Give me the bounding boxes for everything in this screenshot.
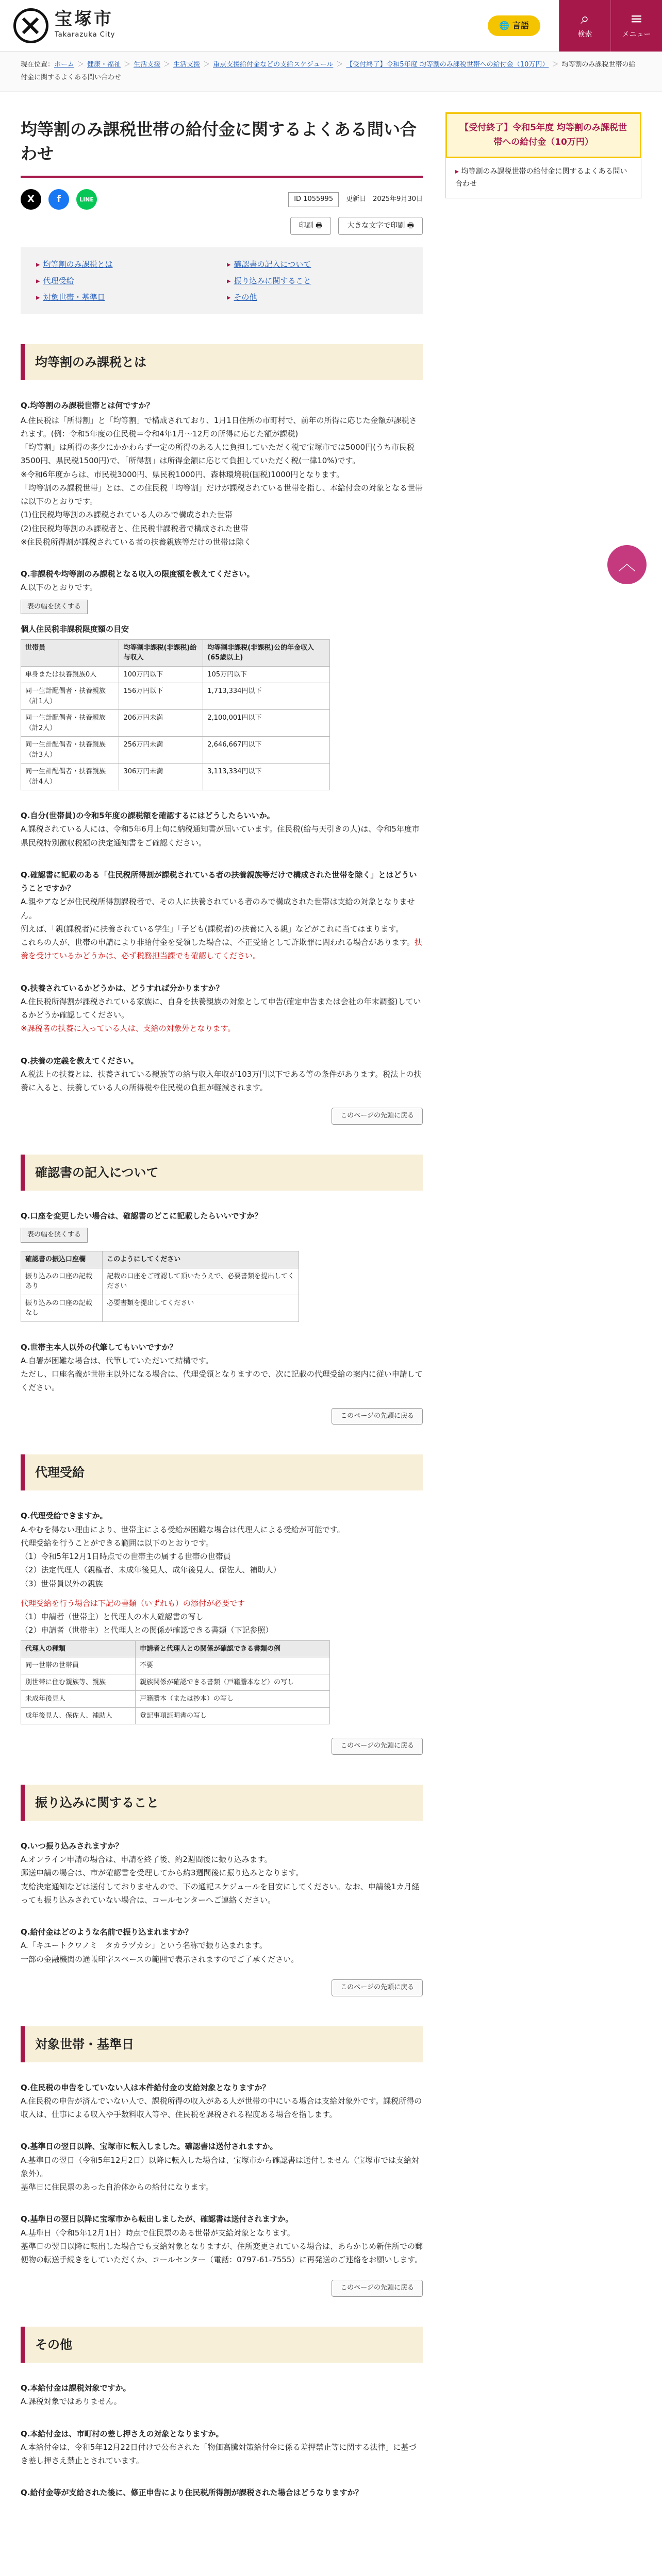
question: Q.給付金等が支給された後に、修正申告により住民税所得割が課税された場合はどうなりますか？ — [21, 2488, 363, 2498]
search-button[interactable] — [559, 0, 610, 52]
menu-button[interactable] — [610, 0, 662, 52]
search-label: 検索 — [577, 30, 592, 39]
question: Q.扶養の定義を教えてください。 — [21, 1056, 139, 1065]
large-print-button[interactable] — [338, 217, 423, 235]
section-heading: 確認書の記入について — [21, 1155, 423, 1191]
question: Q.均等割のみ課税世帯とは何ですか？ — [21, 401, 154, 411]
table-cell: 未成年後見人 — [21, 1691, 136, 1708]
sidebar-heading[interactable]: 【受付終了】令和5年度 均等割のみ課税世帯への給付金（10万円） — [445, 112, 641, 158]
large-print-label: 大きな文字で印刷 — [347, 222, 405, 230]
facebook-share-icon[interactable]: f — [48, 189, 69, 210]
answer: 基準日に住民票のあった自治体からの給付になります。 — [21, 2182, 213, 2192]
table-row — [21, 1657, 330, 1674]
question: Q.基準日の翌日以降、宝塚市に転入しました。確認書は送付されますか。 — [21, 2142, 278, 2151]
answer: 例えば、「親(課税者)に扶養されている学生」「子ども(課税者)の扶養に入る親」などがこれに当てはまります。 — [21, 924, 404, 934]
table-cell: 登記事項証明書の写し — [135, 1707, 329, 1724]
answer: A.住民税は「所得割」と「均等割」で構成されており、1月1日住所の市町村で、前年の所得に応じた金額が課税されます。(例：令和5年度の住民税＝令和4年1月〜12月の所得に応じた額が課税) — [21, 415, 417, 438]
print-button[interactable] — [290, 217, 332, 235]
table-row — [21, 1691, 330, 1708]
table-cell: 必要書類を提出してください — [103, 1295, 299, 1321]
hamburger-icon: ≡ — [630, 10, 643, 28]
breadcrumb-link[interactable]: 【受付終了】令和5年度 均等割のみ課税世帯への給付金（10万円） — [346, 61, 549, 69]
question: Q.代理受給できますか。 — [21, 1511, 108, 1521]
table-cell: 同一生計配偶者・扶養親族（計4人） — [21, 764, 119, 790]
answer: A.課税対象ではありません。 — [21, 2397, 122, 2406]
globe-icon: 🌐 — [499, 20, 509, 30]
table-width-toggle[interactable]: 表の幅を狭くする — [21, 600, 88, 615]
breadcrumb-link[interactable]: ホーム — [54, 61, 75, 69]
back-to-top-link[interactable]: このページの先頭に戻る — [332, 1738, 423, 1755]
table-cell: 同一世帯の世帯員 — [21, 1657, 136, 1674]
logo-name: 宝塚市 — [55, 9, 113, 30]
answer: 支給決定通知などは送付しておりませんので、下の通記スケジュールを目安にしてください。なお、申請後1カ月経っても振り込みされていない場合は、コールセンターへご連絡ください。 — [21, 1882, 420, 1905]
toc-link[interactable]: ▸ 代理受給 — [36, 274, 217, 287]
print-label: 印刷 — [299, 222, 313, 230]
breadcrumb: 現在位置：ホーム ＞ 健康・福祉 ＞ 生活支援 ＞ 生活支援 ＞ 重点支援給付金などの支給スケジュール ＞ 【受付終了】令和5年度 均等割のみ課税世帯への給付金（10万円） ＞ 均等割のみ課税世帯の給付金に関するよくある問い合わせ — [0, 52, 662, 92]
table-cell: 同一生計配偶者・扶養親族（計3人） — [21, 737, 119, 764]
table-header: 均等割非課税(非課税)給与収入 — [119, 639, 203, 666]
back-to-top-link[interactable]: このページの先頭に戻る — [332, 2280, 423, 2297]
question: Q.確認書に記載のある「住民税所得割が課税されている者の扶養親族等だけで構成された世帯を除く」とはどういうことですか？ — [21, 870, 417, 893]
section-heading: 対象世帯・基準日 — [21, 2026, 423, 2062]
proxy-table — [21, 1640, 330, 1725]
back-to-top-link[interactable]: このページの先頭に戻る — [332, 1408, 423, 1425]
table-cell: 306万円未満 — [119, 764, 203, 790]
table-cell: 105万円以下 — [203, 666, 330, 683]
answer: A.やむを得ない理由により、世帯主による受給が困難な場合は代理人による受給が可能です。 — [21, 1524, 345, 1534]
site-header — [0, 0, 662, 52]
table-cell: 同一生計配偶者・扶養親族（計2人） — [21, 710, 119, 737]
answer: ※住民税所得割が課税されている者の扶養親族等だけの世帯は除く — [21, 537, 252, 547]
question: Q.自分(世帯員)の令和5年度の課税額を確認するにはどうしたらいいか。 — [21, 811, 275, 821]
table-cell: 振り込みの口座の記載なし — [21, 1295, 103, 1321]
question: Q.住民税の申告をしていない人は本件給付金の支給対象となりますか？ — [21, 2082, 270, 2092]
income-limit-table — [21, 639, 330, 791]
table-cell: 戸籍謄本（または抄本）の写し — [135, 1691, 329, 1708]
table-cell: 1,713,334円以下 — [203, 683, 330, 710]
answer: A.基準日の翌日（令和5年12月2日）以降に転入した場合は、宝塚市から確認書は送付しません（宝塚市では支給対象外）。 — [21, 2155, 419, 2178]
table-cell: 記載の口座をご確認して頂いたうえで、必要書類を提出してください — [103, 1268, 299, 1295]
back-to-top-link[interactable]: このページの先頭に戻る — [332, 1979, 423, 1996]
breadcrumb-current: 均等割のみ課税世帯の給付金に関するよくある問い合わせ — [21, 61, 636, 81]
answer: ただし、口座名義が世帯主以外になる場合は、代理受領となりますので、次に記載の代理受給の案内に従い申請してください。 — [21, 1369, 423, 1393]
logo-roman: Takarazuka City — [55, 30, 115, 39]
section-heading: 均等割のみ課税とは — [21, 344, 423, 380]
answer: 「均等割のみ課税世帯」とは、この住民税「均等割」だけが課税されている世帯を指し、本給付金の対象となる世帯は以下のとおりです。 — [21, 483, 423, 506]
table-row — [21, 764, 330, 790]
breadcrumb-prefix: 現在位置： — [21, 61, 55, 69]
answer: (2)住民税均等割のみ課税者と、住民税非課税者で構成された世帯 — [21, 523, 249, 533]
question: Q.給付金はどのような名前で振り込まれますか？ — [21, 1927, 193, 1937]
answer: A.課税されている人には、令和5年6月上旬に納税通知書が届いています。住民税(給与天引きの人)は、令和5年度市県民税特別徴収税額の決定通知書をご確認ください。 — [21, 824, 420, 848]
page-id: ID 1055995 — [288, 192, 339, 207]
table-cell: 100万円以下 — [119, 666, 203, 683]
table-cell: 別世帯に住む親族等、親族 — [21, 1674, 136, 1691]
question: Q.本給付金は課税対象ですか。 — [21, 2383, 131, 2393]
table-cell: 256万円未満 — [119, 737, 203, 764]
answer: A.住民税の申告が済んでいない人で、課税所得の収入がある人が世帯の中にいる場合は支給対象外です。課税所得の収入は、仕事による収入や手数料収入等や、住民税を課税される程度ある場合を指します。 — [21, 2096, 422, 2120]
answer: 基準日の翌日以降に転出した場合でも支給対象となりますが、住所変更されている場合は、あらかじめ新住所での郵便物の転送手続きをしていただくか、コールセンター（電話：0797-61-7555）に再発送のご連絡をお願いします。 — [21, 2241, 423, 2265]
updated-date: 更新日 2025年9月30日 — [346, 195, 423, 203]
table-header: 均等割非課税(非課税)公的年金収入(65歳以上) — [203, 639, 330, 666]
section-heading: その他 — [21, 2327, 423, 2363]
question: Q.世帯主本人以外の代筆してもいいですか？ — [21, 1342, 177, 1352]
answer: A.自署が困難な場合は、代筆していただいて結構です。 — [21, 1355, 213, 1365]
table-row — [21, 737, 330, 764]
toc-link[interactable]: ▸ 振り込みに関すること — [227, 274, 407, 287]
sidebar-item[interactable] — [455, 165, 632, 191]
answer: （1）申請者（世帯主）と代理人の本人確認書の写し — [21, 1612, 204, 1622]
answer: A.基準日（令和5年12月1日）時点で住民票のある世帯が支給対象となります。 — [21, 2228, 295, 2238]
answer: A.本給付金は、令和5年12月22日付けで公布された「物価高騰対策給付金に係る差押禁止等に関する法律」に基づき差し押さえ禁止とされています。 — [21, 2442, 417, 2466]
answer: （1）令和5年12月1日時点での世帯主の属する世帯の世帯員 — [21, 1552, 231, 1562]
search-icon: ⌕ — [581, 10, 589, 28]
table-row — [21, 1268, 299, 1295]
section-heading: 振り込みに関すること — [21, 1785, 423, 1821]
table-of-contents — [21, 247, 423, 315]
answer: A.親やアなどが住民税所得割課税者で、その人に扶養されている者のみで構成された世帯は支給の対象となりません。 — [21, 897, 415, 920]
sidebar — [445, 92, 641, 2499]
answer: A.住民税所得割が課税されている家族に、自身を扶養親族の対象として申告(確定申告または会社の年末調整)しているかどうか確認してください。 — [21, 996, 421, 1020]
answer-text: これらの人が、世帯の申請により非給付金を受領した場合は、不正受給として詐欺罪に問われる場合があります。 — [21, 938, 415, 947]
answer: 一部の金融機関の通帳印字スペースの範囲で表示されますのでご了承ください。 — [21, 1954, 299, 1964]
answer: （2）申請者（世帯主）と代理人との関係が確認できる書類（下記参照） — [21, 1625, 273, 1635]
table-cell: 2,646,667円以下 — [203, 737, 330, 764]
table-header: 確認書の振込口座欄 — [21, 1251, 103, 1268]
answer: 「均等割」は所得の多少にかかわらず一定の所得のある人に負担していただく税で宝塚市では5000円(うち市民税3500円、県民税1500円)で、「所得割」は所得金額に応じて負担していただく税(一律10%)です。 — [21, 443, 415, 466]
toc-link[interactable]: ▸ 対象世帯・基準日 — [36, 291, 217, 304]
section-heading: 代理受給 — [21, 1454, 423, 1490]
table-cell: 2,100,001円以下 — [203, 710, 330, 737]
toc-link[interactable]: ▸ 確認書の記入について — [227, 258, 407, 271]
question: Q.いつ振り込みされますか？ — [21, 1841, 123, 1851]
chevron-up-icon: ︿ — [618, 554, 636, 575]
table-title: 個人住民税非課税限度額の目安 — [21, 624, 129, 634]
toc-link[interactable]: ▸ 均等割のみ課税とは — [36, 258, 217, 271]
account-table — [21, 1251, 299, 1322]
warning-text: ※課税者の扶養に入っている人は、支給の対象外となります。 — [21, 1024, 236, 1033]
site-logo[interactable] — [13, 8, 115, 43]
menu-label: メニュー — [622, 30, 651, 39]
table-width-toggle[interactable]: 表の幅を狭くする — [21, 1228, 88, 1243]
table-header: このようにしてください — [103, 1251, 299, 1268]
answer: （2）法定代理人（親権者、未成年後見人、成年後見人、保佐人、補助人） — [21, 1565, 281, 1575]
main-content — [21, 92, 423, 2499]
back-to-top-link[interactable]: このページの先頭に戻る — [332, 1108, 423, 1125]
table-row — [21, 683, 330, 710]
table-cell: 同一生計配偶者・扶養親族（計1人） — [21, 683, 119, 710]
sidebar-item-label: 均等割のみ課税世帯の給付金に関するよくある問い合わせ — [455, 167, 627, 189]
question: Q.基準日の翌日以降に宝塚市から転出しましたが、確認書は送付されますか。 — [21, 2214, 293, 2224]
question: Q.非課税や均等割のみ課税となる収入の限度額を教えてください。 — [21, 569, 255, 579]
breadcrumb-link[interactable]: 生活支援 — [134, 61, 161, 69]
table-row — [21, 1295, 299, 1321]
table-row — [21, 1674, 330, 1691]
city-emblem-icon — [13, 8, 48, 43]
page-title: 均等割のみ課税世帯の給付金に関するよくある問い合わせ — [21, 92, 423, 178]
warning-text: 代理受給を行う場合は下記の書類（いずれも）の添付が必要です — [21, 1598, 245, 1608]
answer: (1)住民税均等割のみ課税されている人のみで構成された世帯 — [21, 510, 233, 520]
breadcrumb-link[interactable]: 健康・福祉 — [87, 61, 121, 69]
table-cell: 単身または扶養親族0人 — [21, 666, 119, 683]
table-row — [21, 1707, 330, 1724]
table-cell: 成年後見人、保佐人、補助人 — [21, 1707, 136, 1724]
answer: （3）世帯員以外の親族 — [21, 1579, 103, 1588]
question: Q.口座を変更したい場合は、確認書のどこに記載したらいいですか？ — [21, 1211, 262, 1221]
table-cell: 156万円以下 — [119, 683, 203, 710]
answer: A.以下のとおりです。 — [21, 583, 97, 592]
page-top-button[interactable] — [607, 545, 647, 584]
question: Q.本給付金は、市町村の差し押さえの対象となりますか。 — [21, 2429, 224, 2438]
line-share-icon[interactable]: LINE — [76, 189, 97, 210]
table-cell: 不要 — [135, 1657, 329, 1674]
answer: 代理受給を行うことができる範囲は以下のとおりです。 — [21, 1538, 213, 1548]
x-share-icon[interactable]: X — [21, 189, 41, 210]
answer — [21, 936, 423, 963]
table-header: 代理人の種類 — [21, 1640, 136, 1657]
answer: A.「キユートクワノミ タカラヅカシ」という名称で振り込まれます。 — [21, 1941, 267, 1951]
table-row — [21, 666, 330, 683]
table-cell: 3,113,334円以下 — [203, 764, 330, 790]
breadcrumb-link[interactable]: 生活支援 — [173, 61, 201, 69]
breadcrumb-link[interactable]: 重点支援給付金などの支給スケジュール — [213, 61, 334, 69]
answer: ※令和6年度からは、市民税3000円、県民税1000円、森林環境税(国税)1000円となります。 — [21, 469, 344, 479]
language-button[interactable] — [488, 15, 540, 36]
table-header: 申請者と代理人との関係が確認できる書類の例 — [135, 1640, 329, 1657]
table-cell: 206万円未満 — [119, 710, 203, 737]
answer: A.オンライン申請の場合は、申請を終了後、約2週間後に振り込みます。 — [21, 1855, 272, 1865]
table-row — [21, 710, 330, 737]
printer-icon: 🖶 — [316, 222, 323, 230]
answer: 郵送申請の場合は、市が確認書を受理してから約3週間後に振り込みとなります。 — [21, 1868, 304, 1878]
printer-icon: 🖶 — [407, 222, 414, 230]
question: Q.扶養されているかどうかは、どうすれば分かりますか？ — [21, 983, 224, 993]
table-header: 世帯員 — [21, 639, 119, 666]
warning-text: 扶養を受けているかどうかは、必ず税務担当課でも確認してください。 — [21, 938, 422, 961]
answer: A.税法上の扶養とは、扶養されている親族等の給与収入年収が103万円以下である等の条件があります。税法上の扶養に入ると、扶養している人の所得税や住民税の負担が軽減されます。 — [21, 1069, 422, 1093]
language-label: 言語 — [512, 20, 529, 30]
table-cell: 親族関係が確認できる書類（戸籍謄本など）の写し — [135, 1674, 329, 1691]
table-cell: 振り込みの口座の記載あり — [21, 1268, 103, 1295]
toc-link[interactable]: ▸ その他 — [227, 291, 407, 304]
